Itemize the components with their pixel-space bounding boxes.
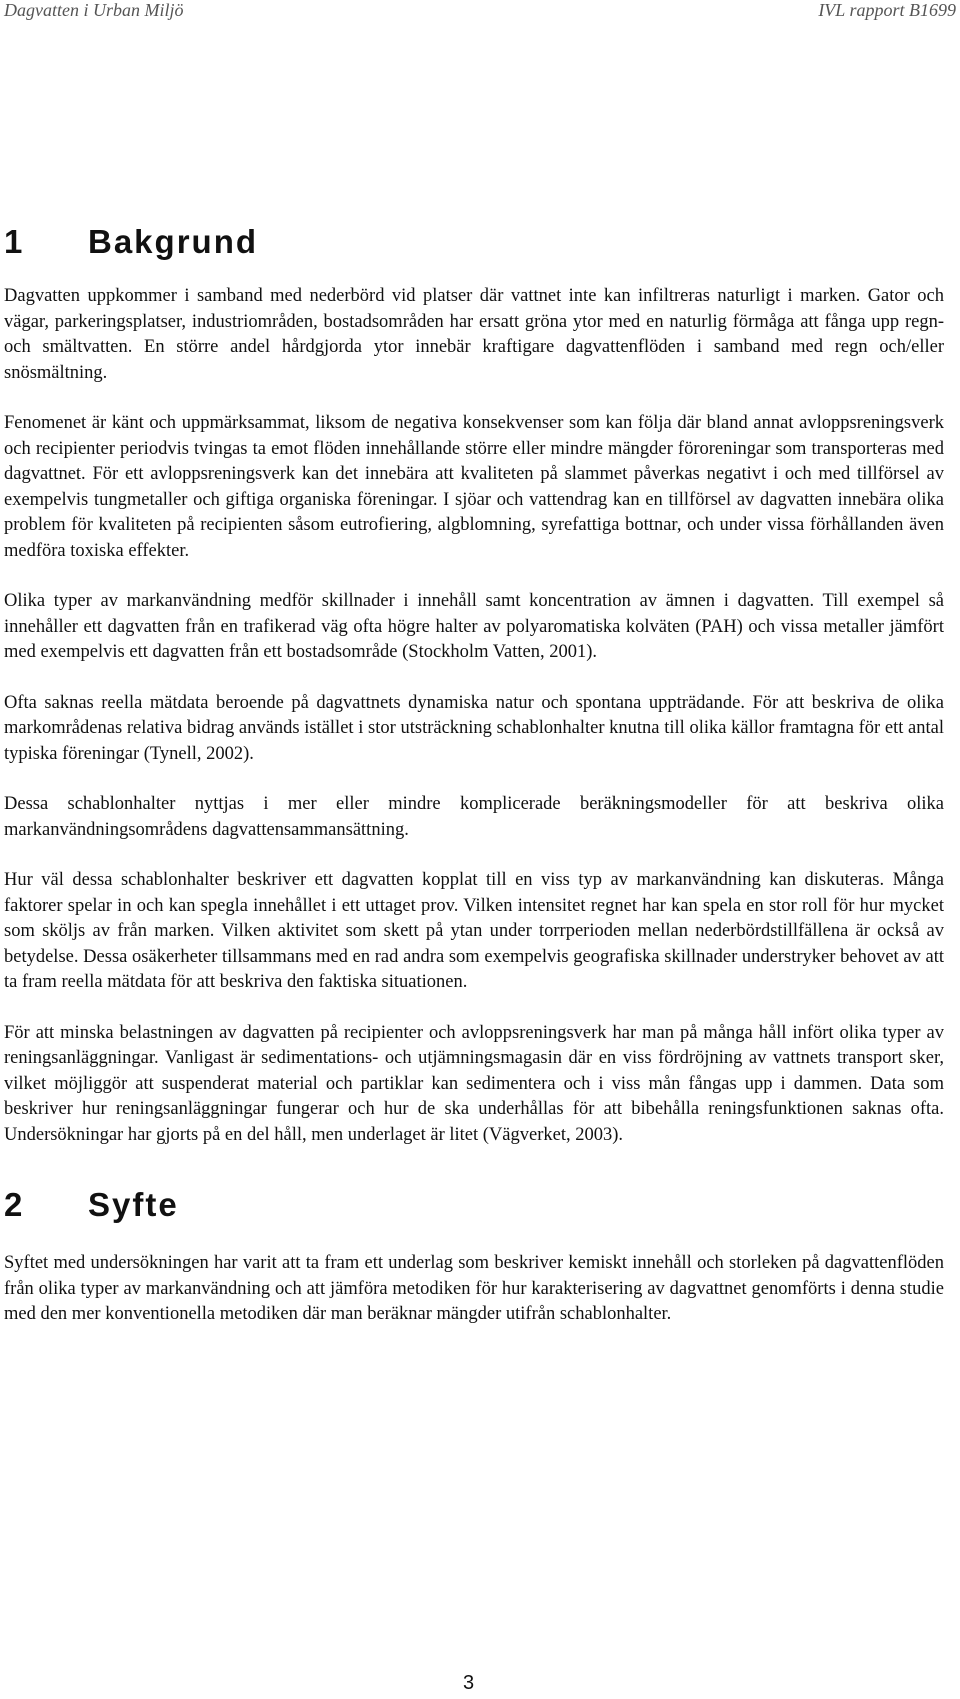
section-heading-bakgrund — [4, 222, 944, 262]
header-report-id: IVL rapport B1699 — [818, 0, 956, 20]
paragraph: Syftet med undersökningen har varit att ta fram ett underlag som beskriver kemiskt innehåll och storleken på dagvattenflöden från olika typer av markanvändning och att jämföra metodiken för hur karakterisering av dagvattnet genomförts i denna studie med den mer konventionella metodiken där man beräknar mängder utifrån schablonhalter. — [4, 1253, 944, 1324]
paragraph: Olika typer av markanvändning medför skillnader i innehåll samt koncentration av ämnen i dagvatten. Till exempel så innehåller ett dagvatten från en trafikerad väg ofta högre halter av polyaromatiska kolväten (PAH) och vissa metaller jämfört med exempelvis ett dagvatten från ett bostadsområde (Stockholm Vatten, 2001). — [4, 591, 944, 662]
section-heading-syfte — [4, 1185, 944, 1225]
running-header — [0, 0, 960, 30]
section-number: 1 — [4, 223, 25, 260]
header-title: Dagvatten i Urban Miljö — [4, 0, 184, 20]
paragraph: Fenomenet är känt och uppmärksammat, liksom de negativa konsekvenser som kan följa där bland annat avloppsreningsverk och recipienter periodvis tvingas ta emot flöden innehållande större eller mindre mängder föroreningar som transporteras med dagvattnet. För ett avloppsreningsverk kan det innebära att kvaliteten på slammet påverkas negativt i och med tillförsel av exempelvis tungmetaller och giftiga organiska föreningar. I sjöar och vattendrag kan en tillförsel av dagvatten innebära olika problem för kvaliteten på recipienten såsom eutrofiering, algblomning, syrefattiga bottnar, och under vissa förhållanden även medföra toxiska effekter. — [4, 413, 944, 561]
document-page: Dagvatten i Urban Miljö IVL rapport B1699 1 Bakgrund Dagvatten uppkommer i samband med nederbörd vid platser där vattnet inte kan infiltreras naturligt i marken. Gator och vägar, parkeringsplatser, industriområden, bostadsområden har ersatt gröna ytor med en naturlig förmåga att fånga upp regn- och smältvatten. En större andel hårdgjorda ytor innebär kraftigare dagvattenflöden i samband med regn och/eller snösmältning. Fenomenet är känt och uppmärksammat, liksom de negativa konsekvenser som kan följa där bland annat avloppsreningsverk och recipienter periodvis tvingas ta emot flöden innehållande större eller mindre mängder föroreningar som transporteras med dagvattnet. För ett avloppsreningsverk kan det innebära att kvaliteten på slammet påverkas negativt i och med tillförsel av exempelvis tungmetaller och giftiga organiska föreningar. I sjöar och vattendrag kan en tillförsel av dagvatten innebära olika problem för kvaliteten på recipienten såsom eutrofiering, algblomning, syrefattiga bottnar, och under vissa förhållanden även medföra toxiska effekter. Olika typer av markanvändning medför skillnader i innehåll samt koncentration av ämnen i dagvatten. Till exempel så innehåller ett dagvatten från en trafikerad väg ofta högre halter av polyaromatiska kolväten (PAH) och vissa metaller jämfört med exempelvis ett dagvatten från ett bostadsområde (Stockholm Vatten, 2001). Ofta saknas reella mätdata beroende på dagvattnets dynamiska natur och spontana uppträdande. För att beskriva de olika markområdenas relativa bidrag används istället i stor utsträckning schablonhalter knutna till olika källor framtagna för ett antal typiska föreningar (Tynell, 2002). Dessa schablonhalter nyttjas i mer eller mindre komplicerade beräkningsmodeller för att beskriva olika markanvändningsområdens dagvattensammansättning. Hur väl dessa schablonhalter beskriver ett dagvatten kopplat till en viss typ av markanvändning kan diskuteras. Många faktorer spelar in och kan spegla innehållet i ett uttaget prov. Vilken intensitet regnet har kan spela en stor roll för hur mycket som sköljs av från marken. Vilken aktivitet som skett på ytan under torrperioden mellan nederbördstillfällena är också av betydelse. Dessa osäkerheter tillsammans med en rad andra som exempelvis geografiska skillnader understryker behovet av att ta fram reella mätdata för att beskriva den faktiska situationen. För att minska belastningen av dagvatten på recipienter och avloppsreningsverk har man på många håll infört olika typer av reningsanläggningar. Vanligast är sedimentations- och utjämningsmagasin där en viss fördröjning av vattnets transport sker, vilket möjliggör att suspenderat material och partiklar kan sedimentera och i viss mån fångas upp i dammen. Data som beskriver hur reningsanläggningar fungerar och hur de ska underhållas för att bibehålla reningsfunktionen saknas ofta. Undersökningar har gjorts på en del håll, men underlaget är litet (Vägverket, 2003). 2 Syfte Syftet med undersökningen har varit att ta fram ett underlag som beskriver kemiskt innehåll och storleken på dagvattenflöden från olika typer av markanvändning och att jämföra metodiken för hur karakterisering av dagvattnet genomförts i denna studie med den mer konventionella metodiken där man beräknar mängder utifrån schablonhalter. 3 — [0, 0, 960, 1699]
paragraph: Hur väl dessa schablonhalter beskriver ett dagvatten kopplat till en viss typ av markanvändning kan diskuteras. Många faktorer spelar in och kan spegla innehållet i ett uttaget prov. Vilken intensitet regnet har kan spela en stor roll för hur mycket som sköljs av från marken. Vilken aktivitet som skett på ytan under torrperioden mellan nederbördstillfällena är också av betydelse. Dessa osäkerheter tillsammans med en rad andra som exempelvis geografiska skillnader understryker behovet av att ta fram reella mätdata för att beskriva den faktiska situationen. — [4, 870, 944, 992]
document-body — [4, 222, 944, 1328]
section-number: 2 — [4, 1186, 25, 1223]
paragraph: Dagvatten uppkommer i samband med nederbörd vid platser där vattnet inte kan infiltreras naturligt i marken. Gator och vägar, parkeringsplatser, industriområden, bostadsområden har ersatt gröna ytor med en naturlig förmåga att fånga upp regn- och smältvatten. En större andel hårdgjorda ytor innebär kraftigare dagvattenflöden i samband med regn och/eller snösmältning. — [4, 286, 944, 383]
section-title: Syfte — [88, 1186, 179, 1223]
paragraph: För att minska belastningen av dagvatten på recipienter och avloppsreningsverk har man på många håll infört olika typer av reningsanläggningar. Vanligast är sedimentations- och utjämningsmagasin där en viss fördröjning av vattnets transport sker, vilket möjliggör att suspenderat material och partiklar kan sedimentera och i viss mån fångas upp i dammen. Data som beskriver hur reningsanläggningar fungerar och hur de ska underhållas för att bibehålla reningsfunktionen saknas ofta. Undersökningar har gjorts på en del håll, men underlaget är litet (Vägverket, 2003). — [4, 1022, 944, 1145]
paragraph: Ofta saknas reella mätdata beroende på dagvattnets dynamiska natur och spontana uppträdande. För att beskriva de olika markområdenas relativa bidrag används istället i stor utsträckning schablonhalter knutna till olika källor framtagna för ett antal typiska föreningar (Tynell, 2002). — [4, 692, 944, 764]
paragraph: Dessa schablonhalter nyttjas i mer eller mindre komplicerade beräkningsmodeller för att beskriva olika markanvändningsområdens dagvattensammansättning. — [4, 794, 944, 840]
section-title: Bakgrund — [88, 223, 259, 260]
